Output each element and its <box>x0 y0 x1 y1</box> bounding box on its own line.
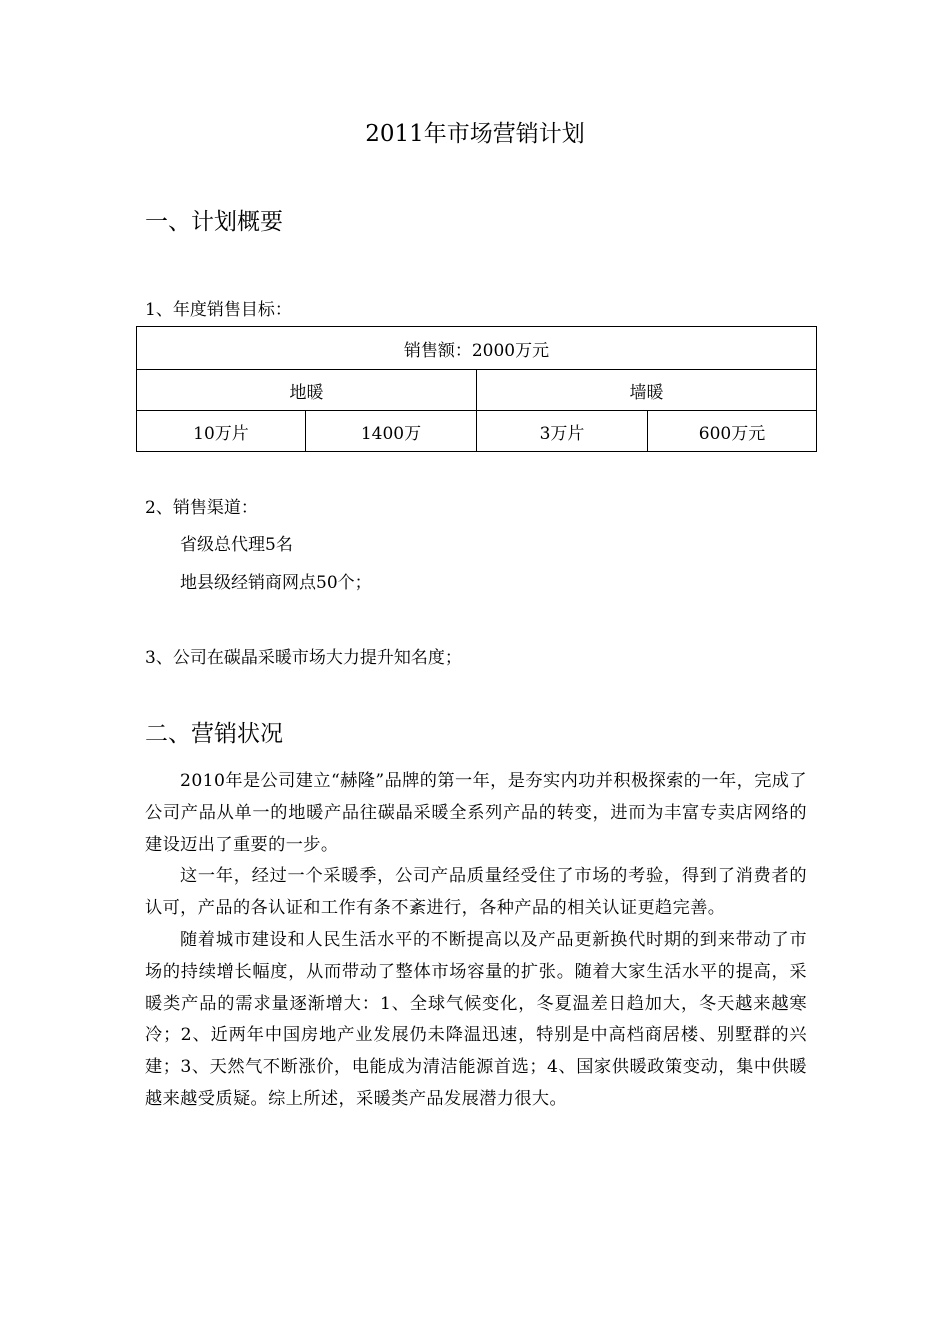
body-paragraph: 2010年是公司建立“赫隆”品牌的第一年，是夯实内功并积极探索的一年，完成了公司产品从单一的地暖产品往碳晶采暖全系列产品的转变，进而为丰富专卖店网络的建设迈出了重要的一步。 <box>145 771 807 855</box>
section-heading-marketing-status: 二、营销状况 <box>145 721 283 747</box>
sales-target-label: 1、年度销售目标： <box>145 300 292 320</box>
body-paragraph: 随着城市建设和人民生活水平的不断提高以及产品更新换代时期的到来带动了市场的持续增长幅度，从而带动了整体市场容量的扩张。随着大家生活水平的提高，采暖类产品的需求量逐渐增大：1、全球气候变化，冬夏温差日趋加大，冬天越来越寒冷；2、近两年中国房地产业发展仍未降温迅速，特别是中高档商居楼、别墅群的兴建；3、天然气不断涨价，电能成为清洁能源首选；4、国家供暖政策变动，集中供暖越来越受质疑。综上所述，采暖类产品发展潜力很大。 <box>145 929 807 1109</box>
wall-heating-cell: 墙暖 <box>477 370 817 411</box>
document-title: 2011年市场营销计划 <box>365 121 585 147</box>
section-heading-plan-summary: 一、计划概要 <box>145 209 283 235</box>
sales-target-table <box>136 326 817 452</box>
body-paragraph: 这一年，经过一个采暖季，公司产品质量经受住了市场的考验，得到了消费者的认可，产品的各认证和工作有条不紊进行，各种产品的相关认证更趋完善。 <box>145 866 807 919</box>
floor-qty-cell: 10万片 <box>137 411 306 452</box>
wall-amount-cell: 600万元 <box>648 411 817 452</box>
floor-heating-cell: 地暖 <box>137 370 477 411</box>
wall-qty-cell: 3万片 <box>477 411 648 452</box>
channel-item: 省级总代理5名 <box>180 535 293 555</box>
total-sales-cell: 销售额：2000万元 <box>137 327 817 370</box>
floor-amount-cell: 1400万 <box>306 411 477 452</box>
sales-channel-label: 2、销售渠道： <box>145 498 258 518</box>
brand-awareness-item: 3、公司在碳晶采暖市场大力提升知名度； <box>145 648 462 668</box>
table-row <box>137 370 817 411</box>
marketing-status-body <box>145 766 807 1116</box>
channel-item: 地县级经销商网点50个； <box>180 573 372 593</box>
table-row <box>137 411 817 452</box>
table-row <box>137 327 817 370</box>
